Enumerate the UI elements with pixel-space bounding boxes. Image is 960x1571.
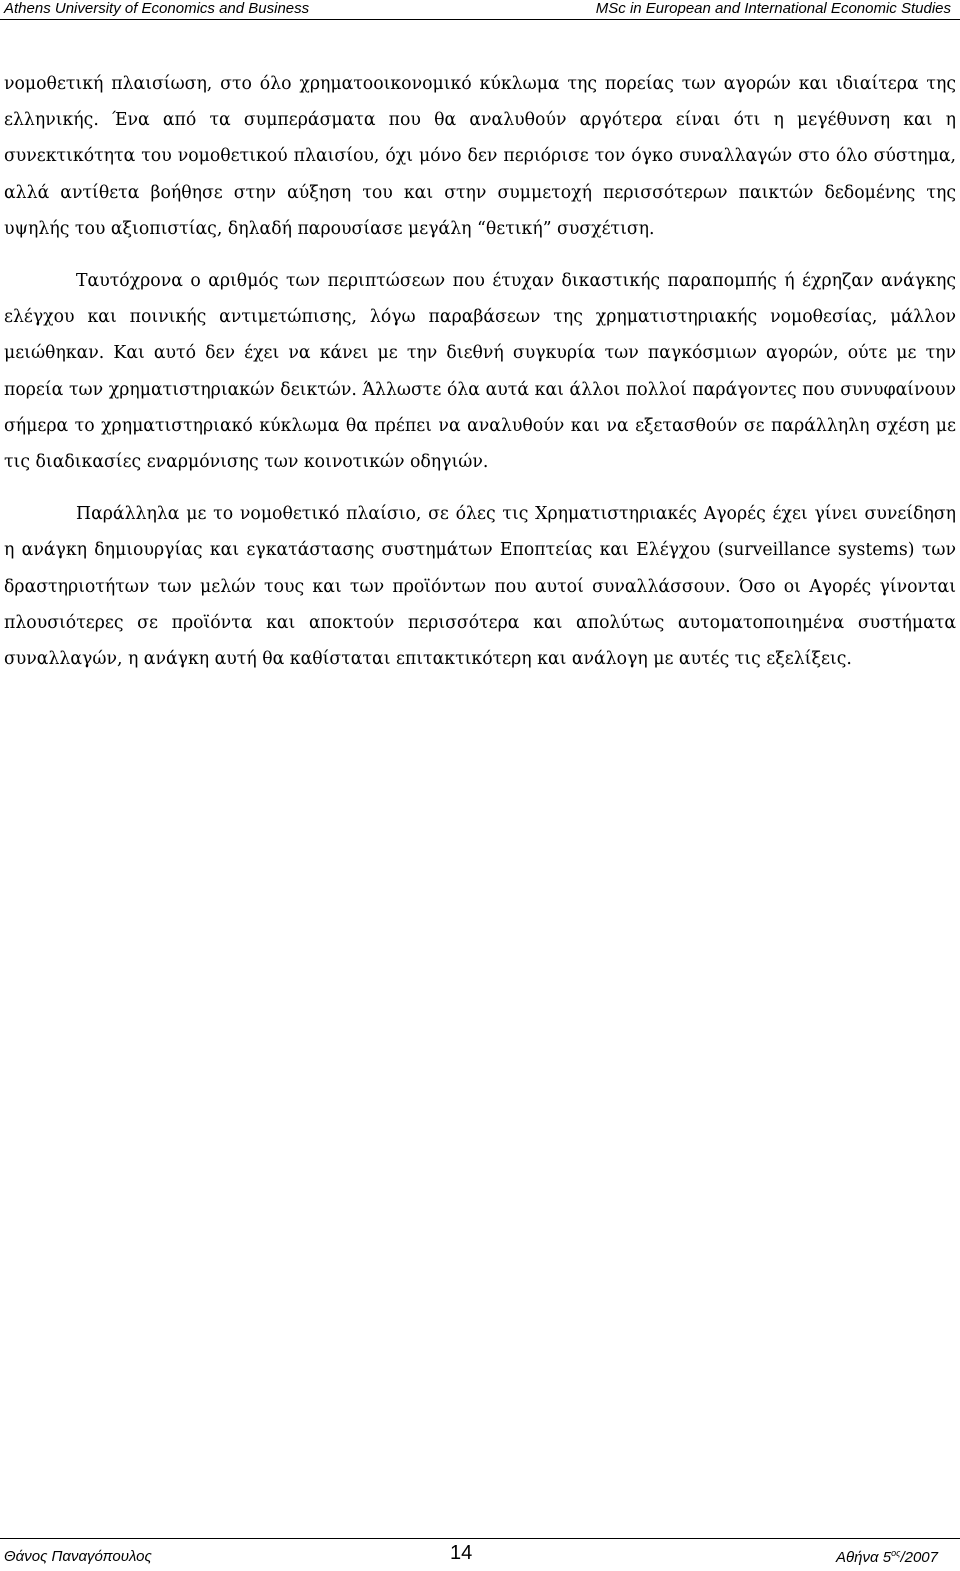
document-body — [4, 66, 956, 693]
header-university: Athens University of Economics and Business — [4, 0, 310, 17]
paragraph-1: νομοθετική πλαισίωση, στο όλο χρηματοοικονομικό κύκλωμα της πορείας των αγορών και ιδιαίτερα της ελληνικής. Ένα από τα συμπεράσματα που θα αναλυθούν αργότερα είναι ότι η μεγέθυνση και η συνεκτικότητα του νομοθετικού πλαισίου, όχι μόνο δεν περιόρισε τον όγκο συναλλαγών στο όλο σύστημα, αλλά αντίθετα βοήθησε στην αύξηση του και στην συμμετοχή περισσότερων παικτών δεδομένης της υψηλής του αξιοπιστίας, δηλαδή παρουσίασε μεγάλη “θετική” συσχέτιση. — [4, 74, 956, 239]
paragraph-2: Ταυτόχρονα ο αριθμός των περιπτώσεων που έτυχαν δικαστικής παραπομπής ή έχρηζαν ανάγκης ελέγχου και ποινικής αντιμετώπισης, λόγω παραβάσεων της χρηματιστηριακής νομοθεσίας, μάλλον μειώθηκαν. Και αυτό δεν έχει να κάνει με την διεθνή συγκυρία των παγκόσμιων αγορών, ούτε με την πορεία των χρηματιστηριακών δεικτών. Άλλωστε όλα αυτά και άλλοι πολλοί παράγοντες που συνυφαίνουν σήμερα το χρηματιστηριακό κύκλωμα θα πρέπει να αναλυθούν και να εξετασθούν σε παράλληλη σχέση με τις διαδικασίες εναρμόνισης των κοινοτικών οδηγιών. — [4, 271, 956, 473]
page-header — [0, 0, 960, 20]
footer-year: /2007 — [900, 1549, 938, 1566]
footer-place: Αθήνα 5 — [836, 1549, 892, 1566]
footer-rule — [0, 1538, 960, 1539]
footer-ordinal: ος — [891, 1548, 901, 1558]
header-program: MSc in European and International Economic Studies — [595, 0, 951, 17]
paragraph-3: Παράλληλα με το νομοθετικό πλαίσιο, σε όλες τις Χρηματιστηριακές Αγορές έχει γίνει συνείδηση η ανάγκη δημιουργίας και εγκατάστασης συστημάτων Εποπτείας και Ελέγχου (surveillance systems) των δραστηριοτήτων των μελών τους και των προϊόντων που αυτοί συναλλάσσουν. Όσο οι Αγορές γίνονται πλουσιότερες σε προϊόντα και αποκτούν περισσότερα και απολύτως αυτοματοποιημένα συστήματα συναλλαγών, η ανάγκη αυτή θα καθίσταται επιτακτικότερη και ανάλογη με αυτές τις εξελίξεις. — [4, 504, 956, 670]
header-rule — [0, 19, 960, 20]
footer-author: Θάνος Παναγόπουλος — [4, 1548, 152, 1565]
page-footer — [0, 1540, 960, 1570]
footer-place-date — [836, 1548, 938, 1566]
page-number: 14 — [450, 1542, 473, 1564]
